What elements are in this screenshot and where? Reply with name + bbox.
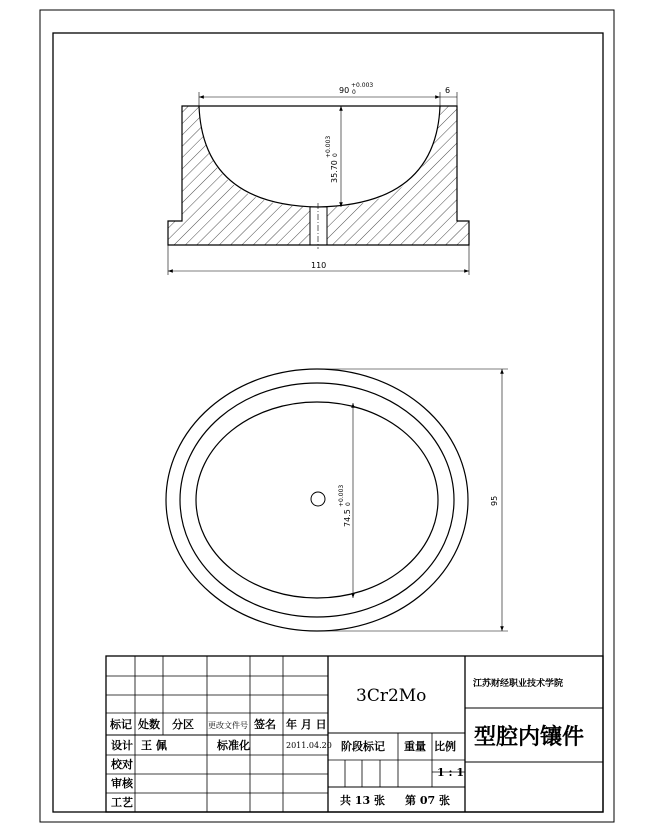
- svg-text:0: 0: [352, 89, 356, 96]
- process-label: 工艺: [111, 796, 133, 809]
- section-hatch: [168, 106, 310, 245]
- school-name: 江苏财经职业技术学院: [473, 679, 564, 689]
- part-name: 型腔内镶件: [474, 724, 585, 750]
- standard-label: 标准化: [217, 739, 250, 752]
- plan-inner-ellipse: [196, 402, 438, 598]
- outer-frame: [40, 10, 614, 822]
- dim-plan-outer: 95: [490, 495, 499, 506]
- dim-top-width: 90: [339, 86, 350, 95]
- plan-outer-ellipse: [166, 369, 468, 631]
- stage-label: 阶段标记: [341, 740, 385, 753]
- material-text: 3Cr2Mo: [356, 686, 427, 706]
- plan-view: [166, 369, 508, 631]
- svg-text:+0.003: +0.003: [325, 135, 332, 158]
- design-label: 设计: [111, 739, 133, 752]
- total-sheets: 共 13 张: [340, 794, 385, 807]
- title-block: [106, 656, 603, 812]
- design-date: 2011.04.20: [286, 741, 332, 750]
- scale-label: 比例: [434, 740, 456, 753]
- weight-label: 重量: [404, 740, 426, 753]
- designer-name: 王 佩: [141, 739, 167, 752]
- review-label: 审核: [111, 777, 133, 790]
- dim-plan-inner: 74.5: [343, 509, 352, 527]
- header-sign: 签名: [254, 718, 276, 731]
- check-label: 校对: [111, 758, 133, 771]
- plan-pin-hole: [311, 492, 325, 506]
- header-count: 处数: [138, 718, 160, 731]
- dim-depth: 35.70: [330, 160, 339, 183]
- sheet-number: 第 07 张: [405, 794, 450, 807]
- header-date: 年 月 日: [286, 718, 327, 731]
- svg-text:+0.003: +0.003: [338, 484, 345, 507]
- section-view: [168, 82, 469, 275]
- svg-text:+0.003: +0.003: [351, 82, 374, 89]
- header-mark: 标记: [110, 718, 132, 731]
- dim-rim-width: 6: [445, 86, 451, 95]
- svg-text:0: 0: [332, 153, 339, 157]
- header-zone: 分区: [172, 718, 194, 731]
- scale-value: 1 : 1: [437, 766, 465, 779]
- svg-text:0: 0: [345, 502, 352, 506]
- dim-base-width: 110: [311, 261, 327, 270]
- header-doc-no: 更改文件号: [208, 721, 248, 730]
- plan-middle-ellipse: [180, 383, 454, 617]
